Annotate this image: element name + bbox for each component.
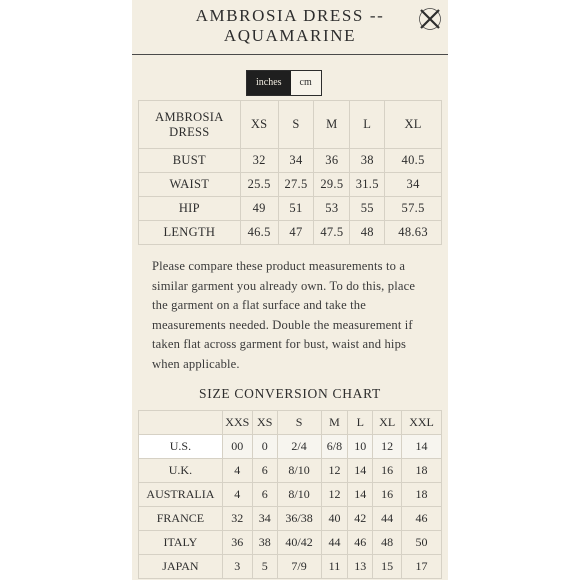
measurement-value: 34 (278, 149, 314, 173)
country-label: JAPAN (139, 555, 223, 579)
corner-line-2: DRESS (169, 124, 210, 139)
close-icon[interactable] (418, 7, 442, 31)
conversion-row (139, 459, 442, 483)
conversion-value: 7/9 (277, 555, 321, 579)
conversion-row (139, 507, 442, 531)
measurement-label: WAIST (139, 173, 241, 197)
measurement-row (139, 173, 442, 197)
measurement-instructions: Please compare these product measurements to a similar garment you already own. To do this, place the garment on a flat surface and take the measurements needed. Double the measurement if taken flat across garment for bust, waist and hips when applicable. (152, 259, 416, 371)
title-line-2: AQUAMARINE (223, 26, 357, 45)
measurement-value: 25.5 (240, 173, 278, 197)
measurement-value: 53 (314, 197, 350, 221)
conversion-value: 42 (348, 507, 373, 531)
measurement-value: 36 (314, 149, 350, 173)
size-conversion-table (138, 410, 442, 579)
conversion-value: 38 (252, 531, 277, 555)
conversion-value: 16 (373, 483, 402, 507)
conversion-row (139, 483, 442, 507)
page-title (132, 6, 448, 46)
conversion-size-header: XS (252, 411, 277, 435)
conversion-value: 11 (321, 555, 348, 579)
conversion-value: 17 (402, 555, 442, 579)
country-label: U.K. (139, 459, 223, 483)
conversion-value: 50 (402, 531, 442, 555)
measurement-label: LENGTH (139, 221, 241, 245)
conversion-value: 14 (402, 435, 442, 459)
header-divider (132, 54, 448, 55)
unit-cm-button[interactable]: cm (291, 71, 321, 95)
conversion-value: 32 (222, 507, 252, 531)
measurement-value: 27.5 (278, 173, 314, 197)
conversion-size-header: L (348, 411, 373, 435)
conversion-value: 46 (348, 531, 373, 555)
conversion-size-header: XXS (222, 411, 252, 435)
conversion-value: 6 (252, 459, 277, 483)
conversion-value: 10 (348, 435, 373, 459)
unit-toggle (246, 70, 322, 96)
measurement-value: 47.5 (314, 221, 350, 245)
measurement-row (139, 149, 442, 173)
measurements-corner (139, 101, 241, 149)
conversion-value: 2/4 (277, 435, 321, 459)
conversion-size-header: XXL (402, 411, 442, 435)
conversion-row (139, 531, 442, 555)
measurement-label: BUST (139, 149, 241, 173)
conversion-value: 48 (373, 531, 402, 555)
conversion-value: 36 (222, 531, 252, 555)
measurement-value: 38 (350, 149, 385, 173)
conversion-value: 4 (222, 483, 252, 507)
conversion-value: 14 (348, 483, 373, 507)
measurement-value: 51 (278, 197, 314, 221)
title-line-1: AMBROSIA DRESS -- (195, 6, 385, 25)
conversion-value: 34 (252, 507, 277, 531)
country-label: U.S. (139, 435, 223, 459)
conversion-size-header: XL (373, 411, 402, 435)
size-header: XL (385, 101, 442, 149)
conversion-value: 12 (373, 435, 402, 459)
size-header: XS (240, 101, 278, 149)
conversion-value: 6/8 (321, 435, 348, 459)
conversion-row (139, 555, 442, 579)
conversion-value: 6 (252, 483, 277, 507)
conversion-header-row (139, 411, 442, 435)
corner-line-1: AMBROSIA (155, 109, 224, 124)
conversion-value: 18 (402, 459, 442, 483)
measurement-value: 32 (240, 149, 278, 173)
conversion-value: 5 (252, 555, 277, 579)
measurement-value: 34 (385, 173, 442, 197)
measurement-value: 48.63 (385, 221, 442, 245)
size-header: S (278, 101, 314, 149)
conversion-value: 36/38 (277, 507, 321, 531)
conversion-value: 44 (321, 531, 348, 555)
conversion-value: 44 (373, 507, 402, 531)
conversion-value: 3 (222, 555, 252, 579)
conversion-value: 46 (402, 507, 442, 531)
size-header: L (350, 101, 385, 149)
conversion-value: 0 (252, 435, 277, 459)
unit-inches-button[interactable]: inches (247, 71, 291, 95)
conversion-value: 15 (373, 555, 402, 579)
conversion-value: 8/10 (277, 483, 321, 507)
conversion-value: 12 (321, 483, 348, 507)
conversion-value: 4 (222, 459, 252, 483)
measurement-label: HIP (139, 197, 241, 221)
measurements-header-row (139, 101, 442, 149)
conversion-value: 13 (348, 555, 373, 579)
conversion-value: 16 (373, 459, 402, 483)
measurement-value: 31.5 (350, 173, 385, 197)
conversion-value: 00 (222, 435, 252, 459)
conversion-value: 40 (321, 507, 348, 531)
measurement-row (139, 221, 442, 245)
measurement-value: 29.5 (314, 173, 350, 197)
conversion-value: 18 (402, 483, 442, 507)
conversion-chart-title: SIZE CONVERSION CHART (199, 386, 381, 401)
measurement-value: 40.5 (385, 149, 442, 173)
measurements-table (138, 100, 442, 245)
country-label: AUSTRALIA (139, 483, 223, 507)
conversion-value: 40/42 (277, 531, 321, 555)
conversion-value: 12 (321, 459, 348, 483)
country-label: FRANCE (139, 507, 223, 531)
size-guide-panel (132, 0, 448, 580)
measurement-value: 47 (278, 221, 314, 245)
conversion-size-header: M (321, 411, 348, 435)
conversion-value: 14 (348, 459, 373, 483)
size-header: M (314, 101, 350, 149)
measurement-row (139, 197, 442, 221)
measurement-value: 46.5 (240, 221, 278, 245)
measurement-value: 48 (350, 221, 385, 245)
measurement-value: 55 (350, 197, 385, 221)
conversion-corner (139, 411, 223, 435)
conversion-row (139, 435, 442, 459)
measurement-value: 57.5 (385, 197, 442, 221)
country-label: ITALY (139, 531, 223, 555)
measurement-value: 49 (240, 197, 278, 221)
conversion-size-header: S (277, 411, 321, 435)
conversion-value: 8/10 (277, 459, 321, 483)
